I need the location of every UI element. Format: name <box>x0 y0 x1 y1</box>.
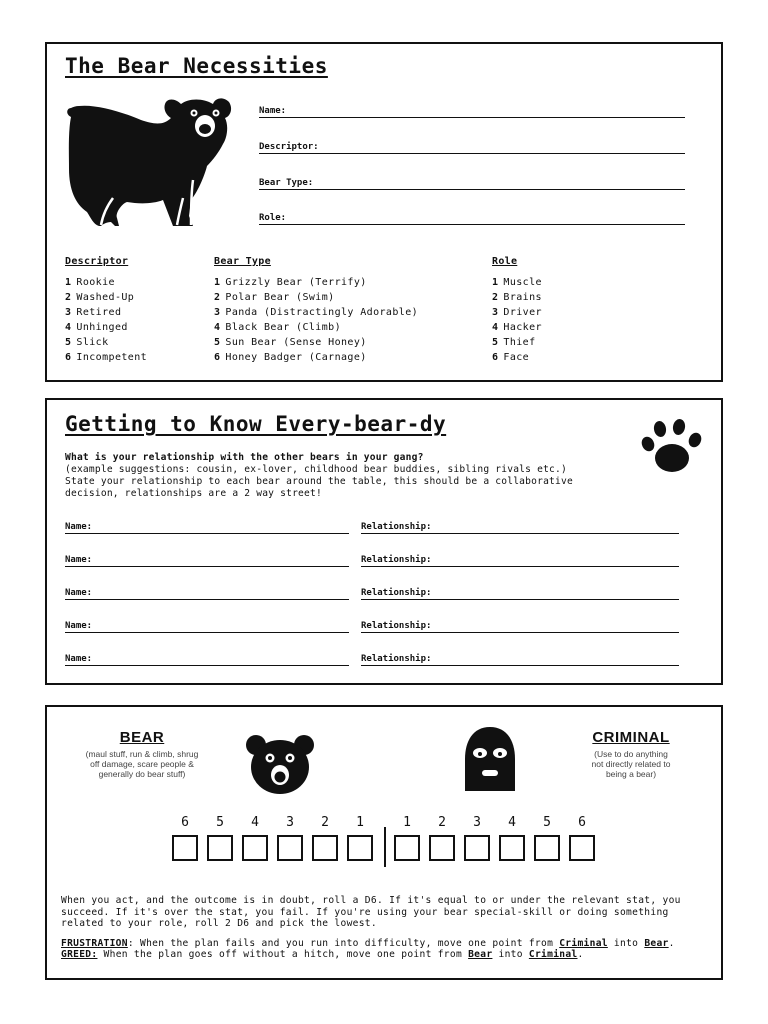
relationship-field[interactable] <box>361 586 679 600</box>
list-item: 1 Grizzly Bear (Terrify) <box>214 277 367 288</box>
bear-stat-checkbox[interactable] <box>242 835 268 861</box>
list-item: 2 Brains <box>492 292 542 304</box>
criminal-stat-number: 5 <box>543 815 551 830</box>
list-item: 1 Rookie <box>65 277 115 288</box>
bear-face-icon <box>245 733 315 795</box>
role-field-label: Role: <box>259 213 287 223</box>
frustration-label: FRUSTRATION <box>61 937 128 949</box>
bear-stat-description: (maul stuff, run & climb, shrug off damage, scare people & generally do bear stuff) <box>85 749 199 779</box>
relationship-field[interactable] <box>361 553 679 567</box>
frustration-rule: FRUSTRATION: When the plan fails and you run into difficulty, move one point from Criminal into Bear. <box>61 937 675 949</box>
instruction-line: State your relationship to each bear around the table, this should be a collaborative <box>65 476 573 487</box>
relationship-name-field[interactable] <box>65 520 349 534</box>
name-label: Name: <box>65 654 93 664</box>
roll-rules: When you act, and the outcome is in doubt, roll a D6. If it's equal to or under the relevant stat, you succeed. If it's over the stat, you fail. If you're using your bear special-skill or doing something related to your role, roll 2 D6 and pick the lowest. <box>61 895 681 930</box>
list-item: 2 Polar Bear (Swim) <box>214 292 335 304</box>
criminal-stat-checkbox[interactable] <box>499 835 525 861</box>
bear-type-table <box>214 256 418 366</box>
bear-stat-number: 3 <box>286 815 294 830</box>
criminal-stat-number: 1 <box>403 815 411 830</box>
relationship-name-field[interactable] <box>65 553 349 567</box>
instruction-line: decision, relationships are a 2 way street! <box>65 488 322 499</box>
bear-type-field-label: Bear Type: <box>259 178 314 188</box>
stats-panel <box>45 705 723 980</box>
balaclava-criminal-icon <box>461 725 519 793</box>
bear-stat-checkbox[interactable] <box>277 835 303 861</box>
list-item: 4 Unhinged <box>65 322 128 334</box>
descriptor-field[interactable] <box>259 140 685 154</box>
list-item: 5 Slick <box>65 337 109 349</box>
name-label: Name: <box>65 588 93 598</box>
bear-stat-checkbox[interactable] <box>347 835 373 861</box>
bear-type-field[interactable] <box>259 176 685 190</box>
bear-type-heading: Bear Type <box>214 256 271 267</box>
criminal-stat-number: 3 <box>473 815 481 830</box>
criminal-stat-checkbox[interactable] <box>394 835 420 861</box>
bear-stat-number: 1 <box>356 815 364 830</box>
bear-stat-number: 5 <box>216 815 224 830</box>
name-label: Name: <box>65 555 93 565</box>
relationship-label: Relationship: <box>361 588 432 598</box>
criminal-stat-title: CRIMINAL <box>592 729 670 746</box>
relationship-label: Relationship: <box>361 555 432 565</box>
bear-stat-number: 2 <box>321 815 329 830</box>
list-item: 6 Incompetent <box>65 352 148 364</box>
bear-stat-checkbox[interactable] <box>312 835 338 861</box>
bear-stat-number: 4 <box>251 815 259 830</box>
panel-title-every-bear-dy: Getting to Know Every-bear-dy <box>65 412 447 436</box>
relationship-field[interactable] <box>361 652 679 666</box>
name-label: Name: <box>65 621 93 631</box>
descriptor-table <box>65 256 147 366</box>
panel-title-bear-necessities: The Bear Necessities <box>65 54 328 78</box>
criminal-stat-checkbox[interactable] <box>569 835 595 861</box>
relationship-field[interactable] <box>361 520 679 534</box>
criminal-stat-number: 6 <box>578 815 586 830</box>
relationship-label: Relationship: <box>361 621 432 631</box>
name-field[interactable] <box>259 104 685 118</box>
instruction-line: (example suggestions: cousin, ex-lover, childhood bear buddies, sibling rivals etc.) <box>65 464 567 475</box>
criminal-stat-checkbox[interactable] <box>534 835 560 861</box>
list-item: 5 Thief <box>492 337 536 349</box>
relationships-panel <box>45 398 723 685</box>
relationship-name-field[interactable] <box>65 652 349 666</box>
descriptor-field-label: Descriptor: <box>259 142 319 152</box>
bear-stat-checkbox[interactable] <box>207 835 233 861</box>
bear-stat-number: 6 <box>181 815 189 830</box>
role-heading: Role <box>492 256 518 267</box>
list-item: 4 Black Bear (Climb) <box>214 322 341 334</box>
relationship-label: Relationship: <box>361 522 432 532</box>
role-table <box>492 256 542 366</box>
greed-label: GREED: <box>61 949 98 961</box>
list-item: 2 Washed-Up <box>65 292 135 304</box>
criminal-stat-checkbox[interactable] <box>429 835 455 861</box>
bear-stat-title: BEAR <box>119 729 165 746</box>
criminal-stat-number: 4 <box>508 815 516 830</box>
list-item: 3 Driver <box>492 307 542 319</box>
relationship-instructions <box>65 452 625 500</box>
bear-stat-checkbox[interactable] <box>172 835 198 861</box>
list-item: 6 Face <box>492 352 530 364</box>
criminal-stat-checkbox[interactable] <box>464 835 490 861</box>
descriptor-heading: Descriptor <box>65 256 129 267</box>
paw-print-icon <box>641 418 703 476</box>
criminal-stat-description: (Use to do anything not directly related to being a bear) <box>591 749 671 779</box>
relationship-question: What is your relationship with the other bears in your gang? <box>65 452 424 463</box>
list-item: 6 Honey Badger (Carnage) <box>214 352 367 364</box>
stat-divider <box>384 827 386 867</box>
greed-rule: GREED: When the plan goes off without a hitch, move one point from Bear into Criminal. <box>61 949 584 961</box>
relationship-field[interactable] <box>361 619 679 633</box>
relationship-name-field[interactable] <box>65 619 349 633</box>
relationship-label: Relationship: <box>361 654 432 664</box>
role-field[interactable] <box>259 211 685 225</box>
rules-text <box>61 895 711 961</box>
list-item: 3 Panda (Distractingly Adorable) <box>214 307 419 319</box>
name-field-label: Name: <box>259 106 287 116</box>
list-item: 1 Muscle <box>492 277 542 288</box>
list-item: 5 Sun Bear (Sense Honey) <box>214 337 367 349</box>
list-item: 4 Hacker <box>492 322 542 334</box>
criminal-stat-number: 2 <box>438 815 446 830</box>
name-label: Name: <box>65 522 93 532</box>
character-panel <box>45 42 723 382</box>
relationship-name-field[interactable] <box>65 586 349 600</box>
list-item: 3 Retired <box>65 307 122 319</box>
bear-icon <box>63 94 239 230</box>
